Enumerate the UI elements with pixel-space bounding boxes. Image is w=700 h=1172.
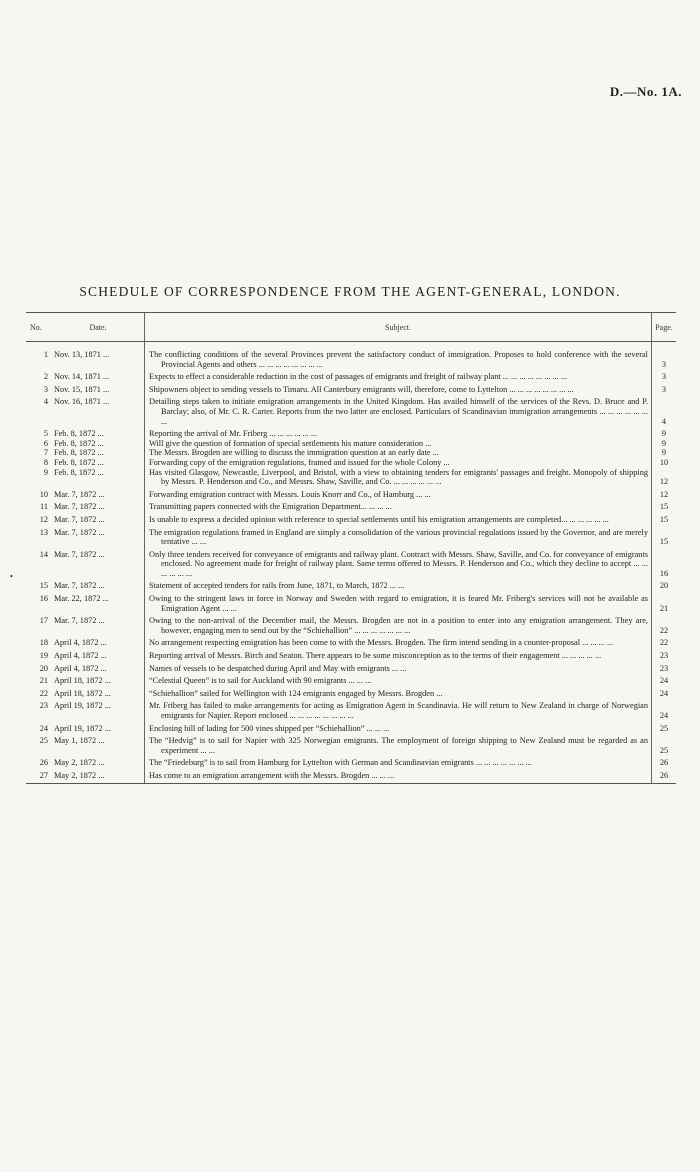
table-row <box>26 724 676 734</box>
row-page: 3 <box>661 384 667 394</box>
table-row <box>26 736 676 755</box>
table-row <box>26 638 676 648</box>
table-row <box>26 581 676 591</box>
row-number: 5 <box>43 429 48 439</box>
row-subject-text: Owing to the stringent laws in force in Norway and Sweden with regard to emigration, it is feared Mr. Friberg's services will not be available as Emigration Agent ... ... <box>149 594 648 613</box>
row-subject <box>144 736 652 755</box>
table-row <box>26 502 676 512</box>
table-row <box>26 594 676 613</box>
row-subject <box>144 594 652 613</box>
row-subject <box>144 372 652 382</box>
row-page: 21 <box>659 603 669 613</box>
row-number: 25 <box>39 736 48 746</box>
table-row <box>26 490 676 500</box>
row-number: 11 <box>40 502 48 512</box>
row-subject <box>144 490 652 500</box>
row-subject-text: The “Friedeburg” is to sail from Hamburg for Lyttelton with German and Scandinavian emigrants ... ... ... ... ... ... ... <box>149 758 532 768</box>
row-date: Mar. 22, 1872 ... <box>54 594 109 604</box>
header-date: Date. <box>52 313 145 341</box>
row-subject <box>144 458 652 468</box>
table-body <box>26 342 676 784</box>
row-subject <box>144 651 652 661</box>
row-subject-text: The conflicting conditions of the several Provinces prevent the satisfactory conduct of immigration. Proposes to hold conference with the several Provincial Agents and others ... ... ... ... ... ... ... ... <box>149 350 648 369</box>
row-subject-text: Statement of accepted tenders for rails from June, 1871, to March, 1872 ... ... <box>149 581 405 591</box>
row-subject <box>144 439 652 449</box>
row-number: 8 <box>43 457 48 467</box>
row-subject <box>144 528 652 547</box>
row-date: April 19, 1872 ... <box>54 723 111 733</box>
row-number: 1 <box>43 350 48 359</box>
row-subject <box>144 350 652 369</box>
row-date: April 4, 1872 ... <box>54 638 107 648</box>
row-subject-text: Expects to effect a considerable reduction in the cost of passages of emigrants and freight of railway plant ... ... ... ... ... ... ... ... <box>149 372 568 382</box>
row-date: Mar. 7, 1872 ... <box>54 514 105 524</box>
row-subject-text: Forwarding copy of the emigration regulations, framed and issued for the whole Colony ... <box>149 457 450 467</box>
row-number: 26 <box>39 758 48 768</box>
row-subject-text: Shipowners object to sending vessels to Timaru. All Canterbury emigrants will, therefore, come to Lyttelton ... ... ... ... ... ... ... ... <box>149 384 574 394</box>
table-header <box>26 312 676 342</box>
table-row <box>26 515 676 525</box>
row-page: 23 <box>659 663 669 673</box>
row-page: 25 <box>659 723 669 733</box>
row-page: 3 <box>661 372 667 382</box>
row-page: 12 <box>659 489 669 499</box>
row-date: April 4, 1872 ... <box>54 663 107 673</box>
row-page: 9 <box>661 448 667 458</box>
row-page: 22 <box>659 638 669 648</box>
row-subject <box>144 397 652 426</box>
row-date: Nov. 13, 1871 ... <box>54 350 110 359</box>
row-date: Feb. 8, 1872 ... <box>54 448 104 458</box>
row-subject <box>144 468 652 487</box>
row-number: 13 <box>39 527 48 537</box>
page-title: SCHEDULE OF CORRESPONDENCE FROM THE AGENT-GENERAL, LONDON. <box>79 284 621 299</box>
page-reference: D.—No. 1A. <box>609 84 682 99</box>
row-page: 25 <box>659 745 669 755</box>
row-page: 9 <box>661 429 667 439</box>
row-subject-text: Forwarding emigration contract with Messrs. Louis Knorr and Co., of Hamburg ... ... <box>149 489 431 499</box>
row-date: April 18, 1872 ... <box>54 676 111 686</box>
row-subject <box>144 550 652 579</box>
row-subject-text: “Celestial Queen” is to sail for Auckland with 90 emigrants ... ... ... <box>149 676 372 686</box>
margin-mark: • <box>10 572 13 581</box>
row-subject-text: The “Hedvig” is to sail for Napier with 325 Norwegian emigrants. The employment of foreign shipping to New Zealand must be regarded as an experiment ... ... <box>149 736 648 755</box>
row-number: 2 <box>43 372 48 382</box>
table-row <box>26 528 676 547</box>
row-page: 15 <box>659 537 669 547</box>
row-subject <box>144 581 652 591</box>
table-row <box>26 651 676 661</box>
row-page: 15 <box>659 514 669 524</box>
table-row <box>26 550 676 579</box>
table-row <box>26 676 676 686</box>
row-subject <box>144 616 652 635</box>
row-date: May 2, 1872 ... <box>54 770 105 780</box>
row-date: Mar. 7, 1872 ... <box>54 581 105 591</box>
row-date: Feb. 8, 1872 ... <box>54 438 104 448</box>
row-subject <box>144 638 652 648</box>
row-subject-text: Is unable to express a decided opinion with reference to special settlements until his emigration arrangements are completed... ... ... ... ... ... <box>149 514 609 524</box>
row-subject-text: Names of vessels to be despatched during April and May with emigrants ... ... <box>149 663 407 673</box>
table-row <box>26 758 676 768</box>
row-subject <box>144 676 652 686</box>
row-number: 7 <box>43 448 48 458</box>
row-number: 6 <box>43 438 48 448</box>
row-subject <box>144 689 652 699</box>
row-subject-text: Will give the question of formation of special settlements his mature consideration ... <box>149 438 432 448</box>
row-subject-text: Has visited Glasgow, Newcastle, Liverpool, and Bristol, with a view to obtaining tenders for emigrants' passages and freight. Monopoly of shipping by Messrs. P. Henderson and Co., and Messrs. Shaw, Saville, and Co. ... ... ... ... ... ... <box>149 467 648 487</box>
row-date: Mar. 7, 1872 ... <box>54 502 105 512</box>
row-date: Mar. 7, 1872 ... <box>54 616 105 626</box>
table-row <box>26 397 676 426</box>
row-page: 23 <box>659 651 669 661</box>
row-number: 16 <box>39 594 48 604</box>
row-subject <box>144 429 652 439</box>
row-subject-text: Reporting the arrival of Mr. Friberg ... ... ... ... ... ... <box>149 429 318 439</box>
table-row <box>26 771 676 781</box>
row-page: 24 <box>659 676 669 686</box>
row-page: 9 <box>661 438 667 448</box>
table-row <box>26 664 676 674</box>
row-number: 21 <box>39 676 48 686</box>
row-subject-text: Enclosing bill of lading for 500 vines shipped per “Schiehallion” ... ... ... <box>149 723 390 733</box>
row-date: April 4, 1872 ... <box>54 651 107 661</box>
row-page: 22 <box>659 625 669 635</box>
row-subject <box>144 448 652 458</box>
row-subject-text: Transmitting papers connected with the Emigration Department... ... ... ... <box>149 502 392 512</box>
row-subject <box>144 771 652 781</box>
table-row <box>26 350 676 369</box>
row-number: 14 <box>39 549 48 559</box>
row-subject <box>144 758 652 768</box>
table-row <box>26 385 676 395</box>
row-number: 3 <box>43 384 48 394</box>
row-page: 16 <box>659 568 669 578</box>
header-page: Page. <box>655 322 673 332</box>
table-row <box>26 458 676 468</box>
row-number: 9 <box>43 467 48 477</box>
row-subject-text: Detailing steps taken to initiate emigration arrangements in the United Kingdom. Has availed himself of the services of the Revs. D. Bruce and P. Barclay; also, of Mr. C. R. Carter. Reports from the two latter are enclosed. Particulars of Scandinavian immigration arrangements ... ... ... ... ... ... ... <box>149 397 648 426</box>
row-date: Mar. 7, 1872 ... <box>54 489 105 499</box>
row-number: 20 <box>39 663 48 673</box>
row-subject <box>144 664 652 674</box>
row-page: 24 <box>659 688 669 698</box>
row-subject <box>144 515 652 525</box>
row-page: 24 <box>659 711 669 720</box>
row-date: April 18, 1872 ... <box>54 688 111 698</box>
row-page: 10 <box>659 457 669 467</box>
row-date: Mar. 7, 1872 ... <box>54 549 105 559</box>
row-subject-text: “Schiehallion” sailed for Wellington with 124 emigrants engaged by Messrs. Brogden ... <box>149 688 443 698</box>
table-row <box>26 429 676 439</box>
row-subject <box>144 701 652 720</box>
row-number: 18 <box>39 638 48 648</box>
header-subject: Subject. <box>145 313 652 341</box>
table-row <box>26 448 676 458</box>
row-number: 27 <box>39 770 48 780</box>
table-row <box>26 439 676 449</box>
row-page: 26 <box>659 758 669 768</box>
row-number: 19 <box>39 651 48 661</box>
row-subject-text: The Messrs. Brogden are willing to discuss the immigration question at an early date ... <box>149 448 439 458</box>
row-page: 26 <box>659 770 669 780</box>
table-row <box>26 468 676 487</box>
row-subject-text: Has come to an emigration arrangement with the Messrs. Brogden ... ... ... <box>149 770 395 780</box>
table-row <box>26 689 676 699</box>
row-date: May 1, 1872 ... <box>54 736 105 746</box>
row-number: 10 <box>39 489 48 499</box>
table-row <box>26 372 676 382</box>
row-date: Feb. 8, 1872 ... <box>54 457 104 467</box>
row-date: Nov. 15, 1871 ... <box>54 384 110 394</box>
row-date: Mar. 7, 1872 ... <box>54 527 105 537</box>
row-date: May 2, 1872 ... <box>54 758 105 768</box>
row-subject <box>144 502 652 512</box>
row-date: Nov. 16, 1871 ... <box>54 397 110 407</box>
row-date: Feb. 8, 1872 ... <box>54 429 104 439</box>
row-page: 20 <box>659 581 669 591</box>
row-subject <box>144 385 652 395</box>
row-number: 4 <box>43 397 48 407</box>
row-subject-text: Only three tenders received for conveyance of emigrants and railway plant. Contract with Messrs. Shaw, Saville, and Co. for conveyance of emigrants enclosed. No agreement made for freight of railway plant. Same terms offered to Messrs. P. Henderson and Co., which they decline to accept ... ... ... ... ... ... <box>149 549 648 578</box>
row-page: 4 <box>661 416 667 426</box>
row-page: 3 <box>661 359 667 369</box>
row-number: 23 <box>39 701 48 711</box>
row-number: 22 <box>39 688 48 698</box>
row-page: 15 <box>659 502 669 512</box>
row-subject-text: The emigration regulations framed in England are simply a consolidation of the various provincial regulations issued by the Governor, and are merely tentative ... ... <box>149 527 648 547</box>
row-number: 17 <box>39 616 48 626</box>
row-page: 12 <box>659 477 669 487</box>
row-subject <box>144 724 652 734</box>
row-date: Nov. 14, 1871 ... <box>54 372 110 382</box>
header-no: No. <box>30 322 42 332</box>
row-number: 12 <box>39 514 48 524</box>
correspondence-table <box>26 312 676 784</box>
table-row <box>26 701 676 720</box>
row-number: 24 <box>39 723 48 733</box>
row-subject-text: Mr. Friberg has failed to make arrangements for acting as Emigration Agent in Scandinavia. He will return to New Zealand in charge of Norwegian emigrants for Napier. Report enclosed ... ... ... ... ... ... ... ... <box>149 701 648 720</box>
row-subject-text: No arrangement respecting emigration has been come to with the Messrs. Brogden. The firm intend sending in a counter-proposal ... ... ... ... <box>149 638 614 648</box>
row-date: April 19, 1872 ... <box>54 701 111 711</box>
row-date: Feb. 8, 1872 ... <box>54 467 104 477</box>
table-row <box>26 616 676 635</box>
row-number: 15 <box>39 581 48 591</box>
row-subject-text: Reporting arrival of Messrs. Birch and Seaton. There appears to be some misconception as to the terms of their engagement ... ... ... ... ... <box>149 651 602 661</box>
row-subject-text: Owing to the non-arrival of the December mail, the Messrs. Brogden are not in a position to enter into any emigration arrangement. They are, however, engaging men to send out by the “Schiehallion” ... ... ... ... ... ... ... <box>149 616 648 635</box>
